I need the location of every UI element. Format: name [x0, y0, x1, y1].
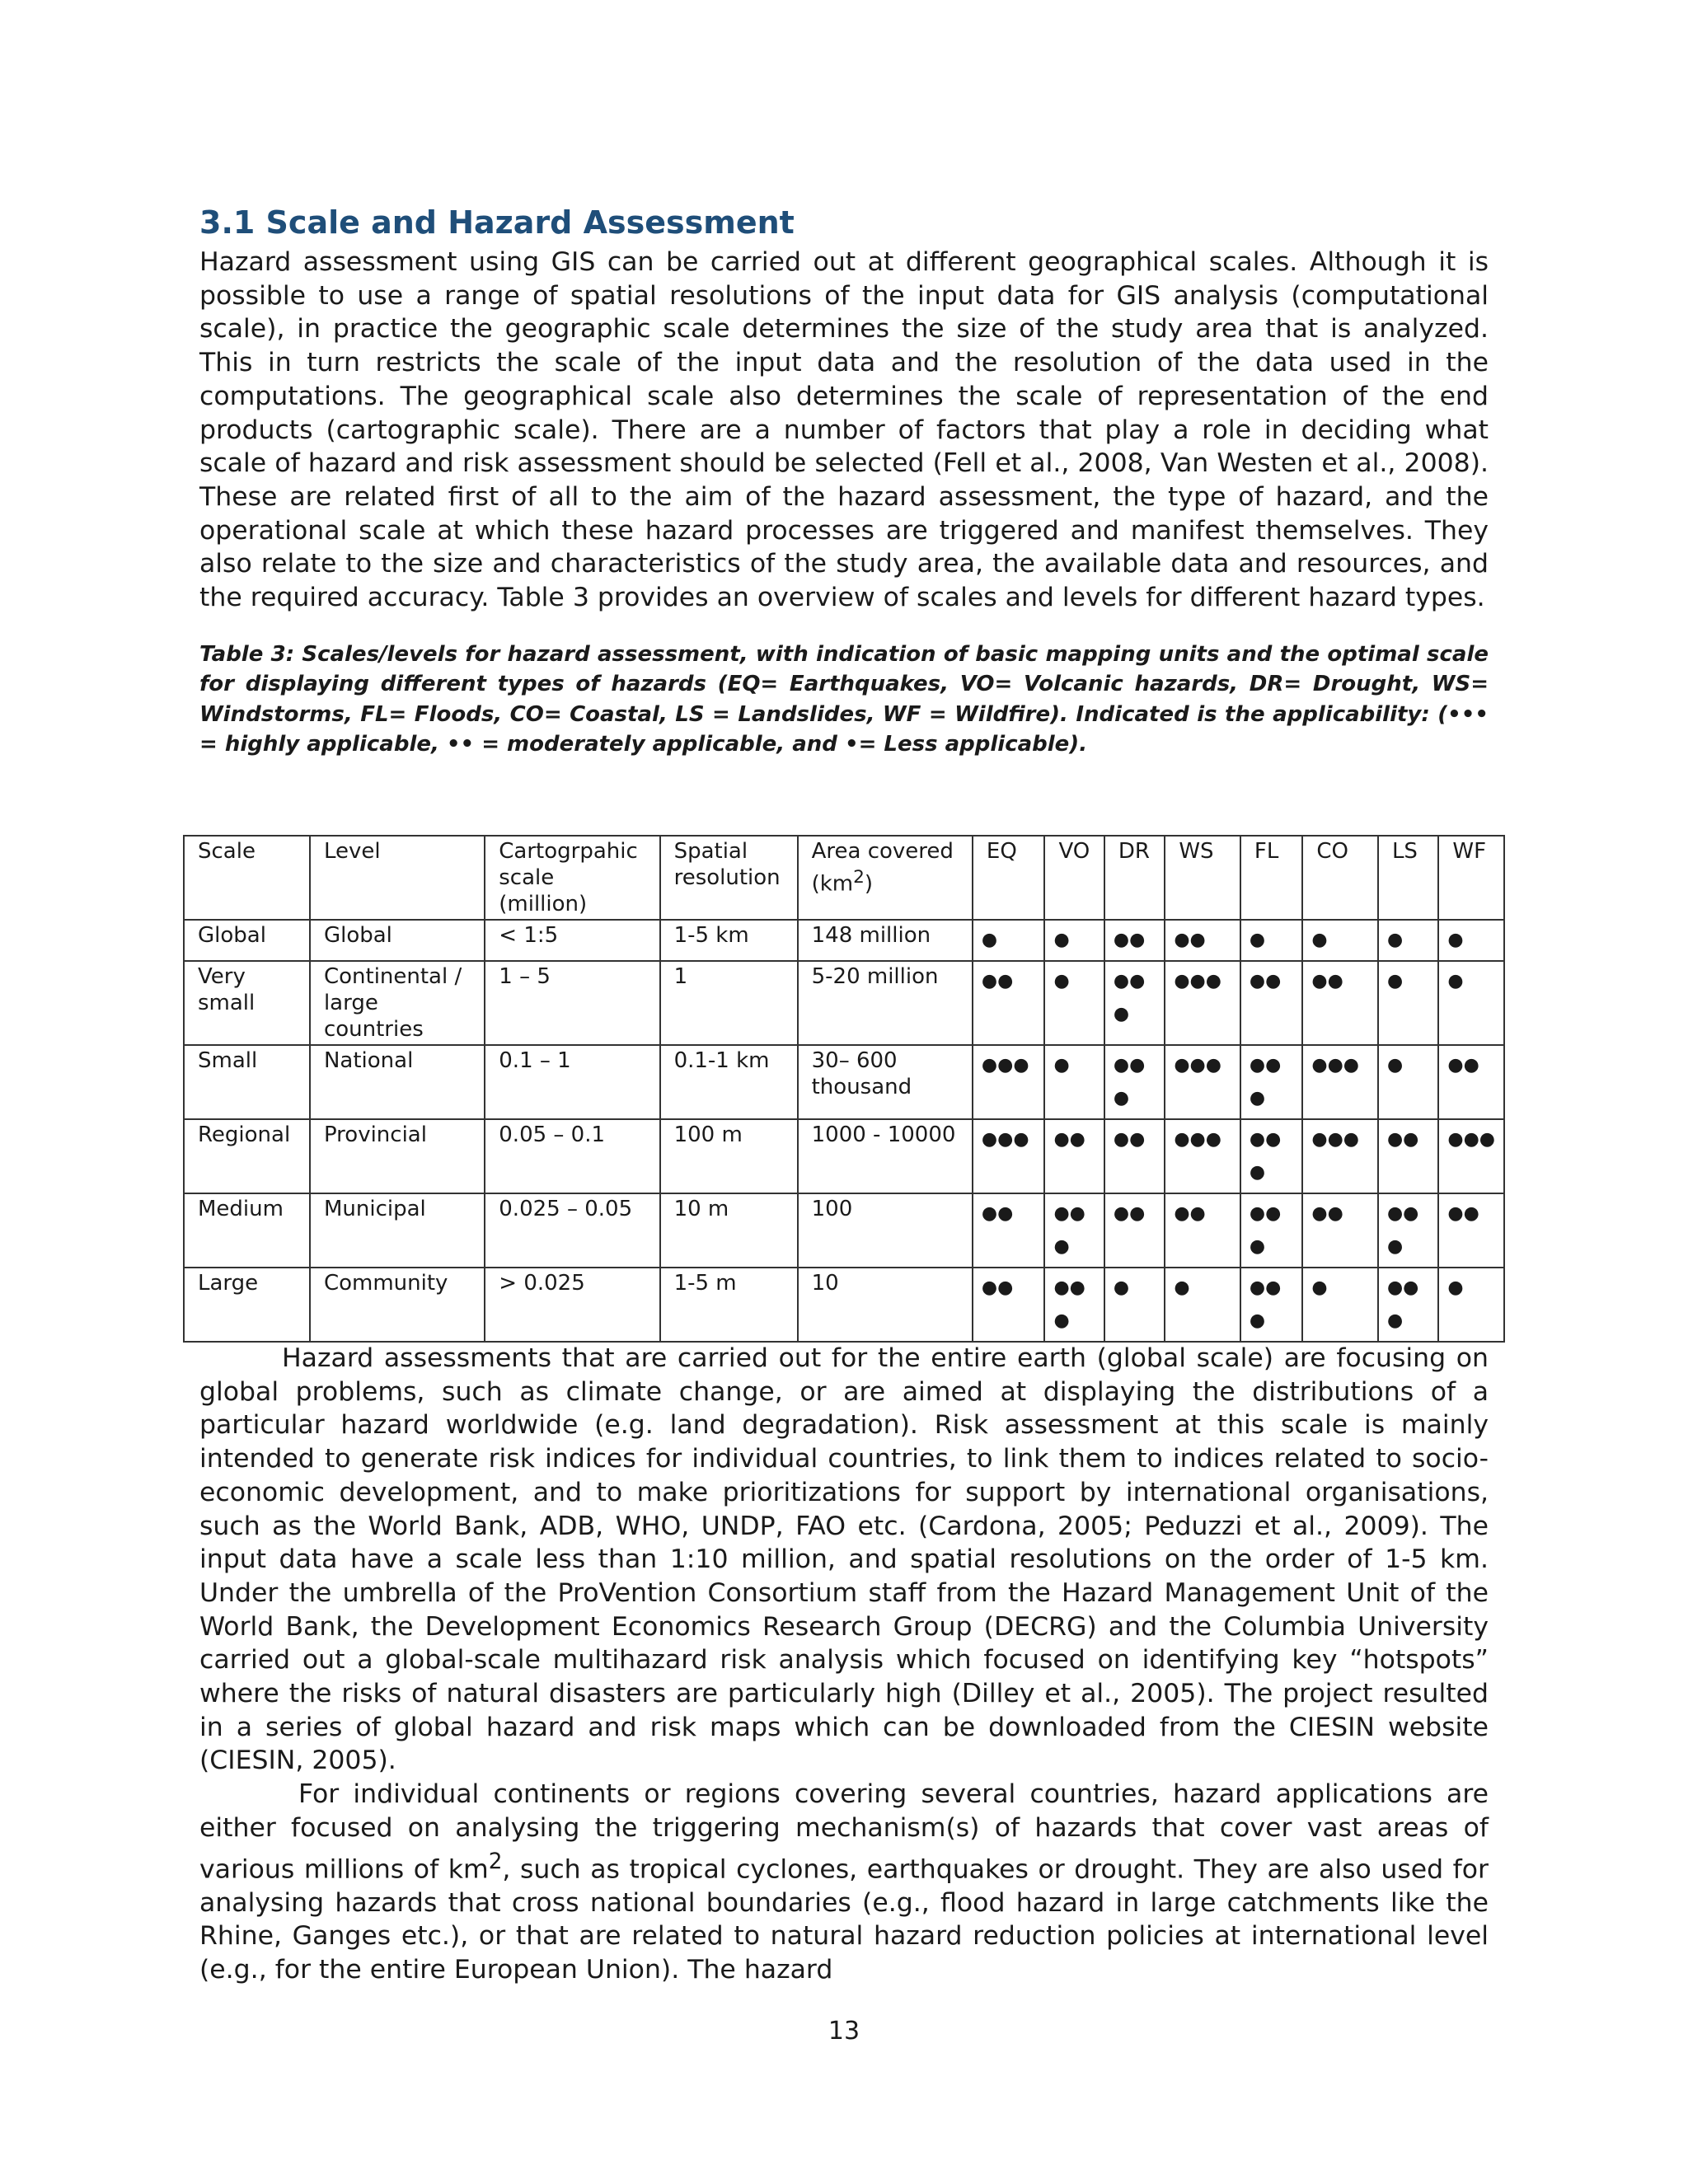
cell-scale: Large [184, 1268, 310, 1342]
cell-carto: < 1:5 [485, 920, 659, 961]
cell-level: Provincial [310, 1119, 485, 1193]
cell-ws: ●● [1165, 920, 1240, 961]
header-fl: FL [1240, 836, 1302, 920]
cell-dr: ●● [1104, 1119, 1165, 1193]
header-level: Level [310, 836, 485, 920]
continental-text-end: , such as tropical cyclones, earthquakes or drought. They are also used for analysing hazards that cross national boundaries (e.g., flood hazard in large catchments like the Rhine, Ganges etc.), or that are related to natural hazard reduction policies at international level (e.g., for the entire European Union). The hazard [199, 1854, 1489, 1985]
header-eq: EQ [973, 836, 1045, 920]
cell-area: 1000 - 10000 [798, 1119, 973, 1193]
superscript-two: 2 [488, 1849, 503, 1874]
cell-ls: ●●● [1378, 1193, 1438, 1268]
cell-fl: ●●● [1240, 1045, 1302, 1119]
table-row [184, 1193, 1504, 1268]
cell-scale: Very small [184, 961, 310, 1045]
cell-level: Community [310, 1268, 485, 1342]
header-area [798, 836, 973, 920]
cell-level: Global [310, 920, 485, 961]
cell-fl: ●●● [1240, 1268, 1302, 1342]
cell-wf: ●● [1438, 1193, 1504, 1268]
table-row [184, 1268, 1504, 1342]
cell-dr: ●● [1104, 1193, 1165, 1268]
cell-carto: > 0.025 [485, 1268, 659, 1342]
cell-scale: Regional [184, 1119, 310, 1193]
cell-dr: ● [1104, 1268, 1165, 1342]
cell-eq: ●● [973, 961, 1045, 1045]
continental-text-start: For individual continents or regions covering several countries, hazard applications are either focused on analysing the triggering mechanism(s) of hazards that cover vast areas of various millions of km [199, 1779, 1489, 1885]
cell-carto: 0.05 – 0.1 [485, 1119, 659, 1193]
cell-level: Continental / large countries [310, 961, 485, 1045]
header-area-sup: 2 [853, 867, 865, 888]
cell-co: ●●● [1302, 1119, 1378, 1193]
header-carto: Cartogrpahic scale (million) [485, 836, 659, 920]
cell-spatial: 100 m [660, 1119, 798, 1193]
cell-fl: ●●● [1240, 1119, 1302, 1193]
table-header-row [184, 836, 1504, 920]
cell-ls: ●● [1378, 1119, 1438, 1193]
header-scale: Scale [184, 836, 310, 920]
table-caption: Table 3: Scales/levels for hazard assessment, with indication of basic mapping units and the optimal scale for displaying different types of hazards (EQ= Earthquakes, VO= Volcanic hazards, DR= Drought, WS= Windstorms, FL= Floods, CO= Coastal, LS = Landslides, WF = Wildfire). Indicated is the applicability: (••• = highly applicable, •• = moderately applicable, and •= Less applicable). [199, 641, 1489, 757]
cell-dr: ●●● [1104, 1045, 1165, 1119]
cell-fl: ● [1240, 920, 1302, 961]
cell-carto: 0.025 – 0.05 [485, 1193, 659, 1268]
header-dr: DR [1104, 836, 1165, 920]
cell-ls: ● [1378, 961, 1438, 1045]
cell-vo: ●●● [1044, 1268, 1104, 1342]
header-area-text: Area covered (km [811, 839, 954, 897]
cell-eq: ●●● [973, 1119, 1045, 1193]
cell-wf: ●●● [1438, 1119, 1504, 1193]
header-spatial: Spatial resolution [660, 836, 798, 920]
section-top [199, 199, 1489, 760]
cell-level: National [310, 1045, 485, 1119]
table-row [184, 961, 1504, 1045]
cell-eq: ●●● [973, 1045, 1045, 1119]
intro-paragraph: Hazard assessment using GIS can be carried out at different geographical scales. Although it is possible to use a range of spatial resolutions of the input data for GIS analysis (computational scale), in practice the geographic scale determines the size of the study area that is analyzed. This in turn restricts the scale of the input data and the resolution of the data used in the computations. The geographical scale also determines the scale of representation of the end products (cartographic scale). There are a number of factors that play a role in deciding what scale of hazard and risk assessment should be selected (Fell et al., 2008, Van Westen et al., 2008). These are related first of all to the aim of the hazard assessment, the type of hazard, and the operational scale at which these hazard processes are triggered and manifest themselves. They also relate to the size and characteristics of the study area, the available data and resources, and the required accuracy. Table 3 provides an overview of scales and levels for different hazard types. [199, 247, 1489, 613]
cell-spatial: 1-5 km [660, 920, 798, 961]
table-row [184, 920, 1504, 961]
cell-ws: ● [1165, 1268, 1240, 1342]
cell-co: ● [1302, 920, 1378, 961]
cell-dr: ●● [1104, 920, 1165, 961]
header-wf: WF [1438, 836, 1504, 920]
page-number: 13 [828, 2017, 860, 2046]
cell-area: 148 million [798, 920, 973, 961]
cell-dr: ●●● [1104, 961, 1165, 1045]
cell-vo: ● [1044, 1045, 1104, 1119]
cell-fl: ●●● [1240, 1193, 1302, 1268]
cell-area: 100 [798, 1193, 973, 1268]
cell-ls: ● [1378, 1045, 1438, 1119]
cell-area: 10 [798, 1268, 973, 1342]
cell-vo: ●● [1044, 1119, 1104, 1193]
cell-eq: ●● [973, 1193, 1045, 1268]
section-heading: 3.1 Scale and Hazard Assessment [199, 204, 795, 241]
cell-ws: ●●● [1165, 1045, 1240, 1119]
header-ls: LS [1378, 836, 1438, 920]
cell-scale: Global [184, 920, 310, 961]
cell-fl: ●● [1240, 961, 1302, 1045]
cell-vo: ● [1044, 961, 1104, 1045]
header-area-close: ) [864, 871, 874, 897]
scales-table [183, 835, 1505, 1343]
cell-wf: ● [1438, 961, 1504, 1045]
cell-spatial: 10 m [660, 1193, 798, 1268]
cell-carto: 0.1 – 1 [485, 1045, 659, 1119]
cell-wf: ● [1438, 920, 1504, 961]
header-co: CO [1302, 836, 1378, 920]
cell-co: ●●● [1302, 1045, 1378, 1119]
cell-carto: 1 – 5 [485, 961, 659, 1045]
cell-ws: ●●● [1165, 1119, 1240, 1193]
cell-area: 30– 600 thousand [798, 1045, 973, 1119]
cell-co: ●● [1302, 961, 1378, 1045]
cell-spatial: 0.1-1 km [660, 1045, 798, 1119]
section-bottom [199, 1342, 1489, 1987]
cell-area: 5-20 million [798, 961, 973, 1045]
cell-ws: ●●● [1165, 961, 1240, 1045]
cell-spatial: 1-5 m [660, 1268, 798, 1342]
continental-scale-paragraph [199, 1778, 1489, 1987]
cell-ls: ●●● [1378, 1268, 1438, 1342]
cell-co: ●● [1302, 1193, 1378, 1268]
cell-level: Municipal [310, 1193, 485, 1268]
cell-scale: Medium [184, 1193, 310, 1268]
cell-ls: ● [1378, 920, 1438, 961]
cell-wf: ●● [1438, 1045, 1504, 1119]
cell-vo: ●●● [1044, 1193, 1104, 1268]
header-vo: VO [1044, 836, 1104, 920]
global-scale-paragraph: Hazard assessments that are carried out for the entire earth (global scale) are focusing on global problems, such as climate change, or are aimed at displaying the distributions of a particular hazard worldwide (e.g. land degradation). Risk assessment at this scale is mainly intended to generate risk indices for individual countries, to link them to indices related to socio-economic development, and to make prioritizations for support by international organisations, such as the World Bank, ADB, WHO, UNDP, FAO etc. (Cardona, 2005; Peduzzi et al., 2009). The input data have a scale less than 1:10 million, and spatial resolutions on the order of 1-5 km. Under the umbrella of the ProVention Consortium staff from the Hazard Management Unit of the World Bank, the Development Economics Research Group (DECRG) and the Columbia University carried out a global-scale multihazard risk analysis which focused on identifying key “hotspots” where the risks of natural disasters are particularly high (Dilley et al., 2005). The project resulted in a series of global hazard and risk maps which can be downloaded from the CIESIN website (CIESIN, 2005). [199, 1343, 1489, 1776]
table-row [184, 1045, 1504, 1119]
cell-eq: ● [973, 920, 1045, 961]
cell-eq: ●● [973, 1268, 1045, 1342]
cell-spatial: 1 [660, 961, 798, 1045]
cell-ws: ●● [1165, 1193, 1240, 1268]
table-row [184, 1119, 1504, 1193]
cell-co: ● [1302, 1268, 1378, 1342]
header-ws: WS [1165, 836, 1240, 920]
cell-vo: ● [1044, 920, 1104, 961]
cell-wf: ● [1438, 1268, 1504, 1342]
cell-scale: Small [184, 1045, 310, 1119]
